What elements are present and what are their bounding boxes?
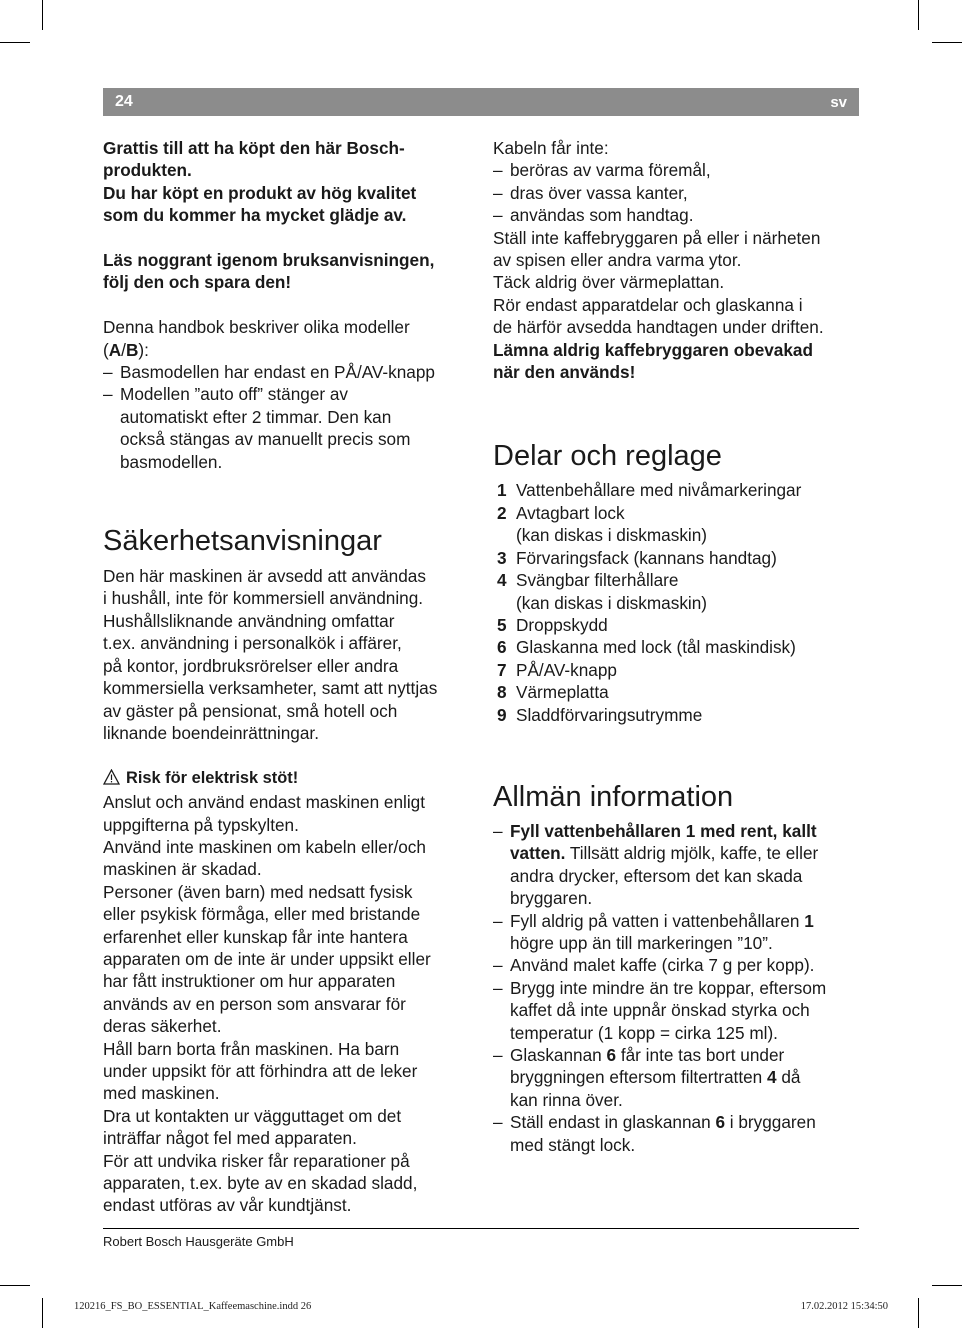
list-item: 1 Vattenbehållare med nivåmarkeringar	[497, 480, 802, 501]
list-item: – Modellen ”auto off” stänger av automatiskt efter 2 timmar. Den kan också stängas av manuellt precis som basmodellen.	[103, 384, 411, 472]
text-line: som du kommer ha mycket glädje av.	[103, 205, 407, 226]
text-line: Grattis till att ha köpt den här Bosch-	[103, 138, 405, 158]
text-line: Läs noggrant igenom bruksanvisningen,	[103, 250, 435, 271]
right-column	[493, 137, 863, 1156]
safety-paragraph: Den här maskinen är avsedd att användas i hushåll, inte för kommersiell användning. Hushållsliknande användning omfattar t.ex. användning i personalkök i affärer, på kontor, jordbruksrörelser eller andra kommersiella verksamheter, samt att nyttjas av gäster på pensionat, små hotell och liknande boendeinrättningar.	[103, 566, 438, 743]
intro-read-manual	[103, 249, 473, 294]
list-item: 4 Svängbar filterhållare (kan diskas i diskmaskin)	[497, 570, 708, 613]
crop-mark	[918, 0, 919, 30]
left-column	[103, 137, 473, 1217]
footer-company: Robert Bosch Hausgeräte GmbH	[103, 1234, 294, 1249]
list-item: 5 Droppskydd	[497, 614, 608, 635]
text-line: Du har köpt en produkt av hög kvalitet	[103, 182, 417, 203]
list-item: – Fyll vattenbehållaren 1 med rent, kallt vatten. Tillsätt aldrig mjölk, kaffe, te eller andra drycker, eftersom det kan skada bryggaren.	[493, 820, 819, 909]
list-item: – Basmodellen har endast en PÅ/AV-knapp	[103, 362, 435, 383]
list-item: 9 Sladdförvaringsutrymme	[497, 704, 703, 725]
footer-rule	[103, 1228, 859, 1229]
text-line: följ den och spara den!	[103, 272, 292, 293]
models-intro: Denna handbok beskriver olika modeller	[103, 317, 410, 338]
models-ab: (A/B):	[103, 339, 149, 360]
list-item: 8 Värmeplatta	[497, 682, 609, 703]
crop-mark	[0, 1285, 30, 1286]
model-a: A	[108, 339, 122, 360]
text-line: produkten.	[103, 160, 192, 181]
crop-mark	[932, 1285, 962, 1286]
list-item: – användas som handtag.	[493, 205, 694, 226]
list-item: 7 PÅ/AV-knapp	[497, 659, 617, 680]
list-item: – Ställ endast in glaskannan 6 i bryggaren med stängt lock.	[493, 1112, 816, 1155]
cable-intro: Kabeln får inte:	[493, 138, 609, 158]
slug-timestamp: 17.02.2012 15:34:50	[800, 1301, 888, 1312]
cable-notes: Ställ inte kaffebryggaren på eller i närheten av spisen eller andra varma ytor. Täck aldrig över värmeplattan. Rör endast apparatdelar och glaskanna i de härför avsedda handtagen under driften.	[493, 227, 824, 338]
section-heading-safety: Säkerhetsanvisningar	[103, 525, 382, 558]
page-number: 24	[115, 93, 133, 110]
list-item: 6 Glaskanna med lock (tål maskindisk)	[497, 637, 796, 658]
warning-text: Anslut och använd endast maskinen enligt uppgifterna på typskylten. Använd inte maskinen om kabeln eller/och maskinen är skadad. Personer (även barn) med nedsatt fysisk eller psykisk förmåga, eller med bristande erfarenhet eller kunskap får inte hantera apparaten om de inte är under uppsikt eller har fått instruktioner om hur apparaten används av en person som ansvarar för deras säkerhet. Håll barn borta från maskinen. Ha barn under uppsikt för att förhindra att de leker med maskinen. Dra ut kontakten ur vägguttaget om det inträffar något fel med apparaten. För att undvika risker får reparationer på apparaten, t.ex. byte av en skadad sladd, endast utföras av vår kundtjänst.	[103, 792, 431, 1216]
general-list	[493, 820, 863, 1156]
list-item: – dras över vassa kanter,	[493, 182, 688, 203]
model-b: B	[125, 339, 139, 360]
list-item: – Fyll aldrig på vatten i vattenbehållaren 1 högre upp än till markeringen ”10”.	[493, 910, 814, 953]
crop-mark	[0, 42, 30, 43]
section-heading-parts: Delar och reglage	[493, 440, 722, 473]
language-code: sv	[830, 94, 847, 111]
slug-filename: 120216_FS_BO_ESSENTIAL_Kaffeemaschine.indd 26	[74, 1301, 312, 1312]
cable-bold-note: Lämna aldrig kaffebryggaren obevakad när den används!	[493, 339, 813, 383]
section-heading-general: Allmän information	[493, 780, 734, 813]
list-item: – Glaskannan 6 får inte tas bort under bryggningen eftersom filtertratten 4 då kan rinna över.	[493, 1045, 801, 1110]
warning-triangle-icon	[103, 769, 120, 791]
page-header-bar	[103, 88, 859, 116]
intro-congrats	[103, 137, 473, 227]
list-item: – beröras av varma föremål,	[493, 160, 711, 181]
crop-mark	[932, 42, 962, 43]
list-item: 2 Avtagbart lock (kan diskas i diskmaskin)	[497, 502, 708, 546]
warning-heading: Risk för elektrisk stöt!	[103, 767, 473, 791]
crop-mark	[918, 1298, 919, 1328]
list-item: – Brygg inte mindre än tre koppar, eftersom kaffet då inte uppnår önskad styrka och temperatur (1 kopp = cirka 125 ml).	[493, 977, 827, 1043]
crop-mark	[42, 1298, 43, 1328]
crop-mark	[42, 0, 43, 30]
parts-list	[493, 479, 863, 725]
list-item: 3 Förvaringsfack (kannans handtag)	[497, 547, 777, 568]
list-item: – Använd malet kaffe (cirka 7 g per kopp).	[493, 955, 815, 976]
